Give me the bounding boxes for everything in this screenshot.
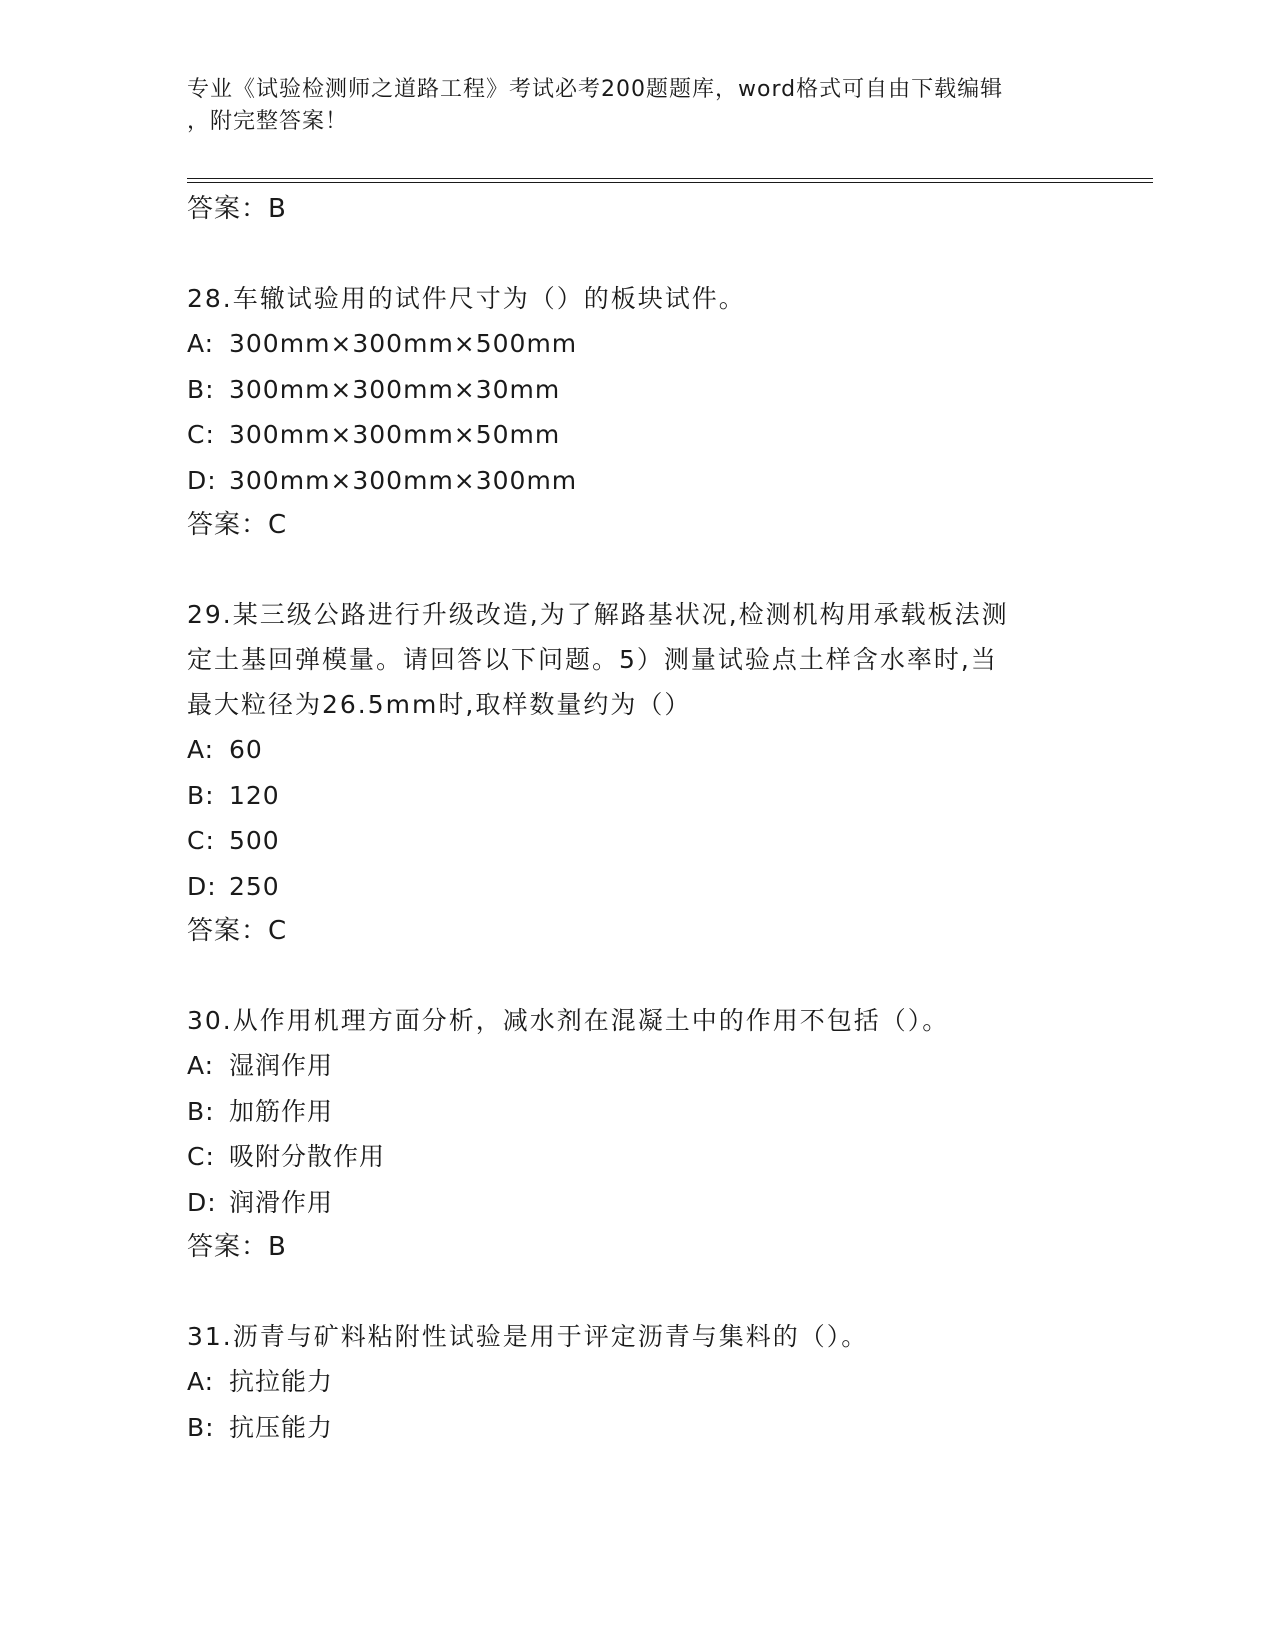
option-letter: D: [187, 1187, 217, 1217]
header-line-2: ，附完整答案！ [187, 109, 349, 134]
option-text: 300mm×300mm×30mm [229, 374, 561, 404]
option-letter: A: [187, 735, 215, 764]
option-b [187, 367, 1087, 413]
option-text: 润滑作用 [229, 1187, 334, 1217]
option-letter: A: [187, 1051, 215, 1080]
header-line-1: 专业《试验检测师之道路工程》考试必考200题题库，word格式可自由下载编辑 [187, 77, 1004, 102]
answer: 答案：C [187, 916, 288, 946]
answer-27: 答案：B [187, 194, 287, 224]
option-text: 抗压能力 [229, 1412, 334, 1442]
option-letter: D: [187, 871, 217, 901]
option-a [187, 1359, 1087, 1405]
option-a [187, 1043, 1087, 1089]
option-letter: C: [187, 1142, 215, 1171]
option-letter: D: [187, 465, 217, 495]
question-30 [187, 998, 1087, 1269]
answer: 答案：B [187, 1232, 287, 1262]
option-b [187, 1089, 1087, 1135]
option-b [187, 1405, 1087, 1451]
question-text-line-2: 定土基回弹模量。请回答以下问题。5）测量试验点土样含水率时,当 [187, 645, 998, 674]
option-letter: B: [187, 1096, 215, 1126]
question-31 [187, 1314, 1087, 1450]
header-divider-bottom [187, 182, 1153, 183]
option-text: 加筋作用 [229, 1096, 334, 1126]
option-letter: C: [187, 826, 215, 855]
document-header [187, 74, 1077, 138]
document-body [187, 187, 1087, 1450]
answer: 答案：C [187, 510, 288, 540]
option-text: 300mm×300mm×300mm [229, 465, 578, 495]
option-c [187, 1134, 1087, 1180]
option-text: 湿润作用 [229, 1051, 334, 1080]
option-letter: A: [187, 1367, 215, 1396]
option-text: 抗拉能力 [229, 1367, 334, 1396]
option-c [187, 412, 1087, 458]
header-divider-top [187, 178, 1153, 179]
option-text: 300mm×300mm×500mm [229, 329, 578, 358]
question-text: 31.沥青与矿料粘附性试验是用于评定沥青与集料的（）。 [187, 1322, 869, 1351]
option-text: 500 [229, 826, 280, 855]
option-text: 250 [229, 871, 280, 901]
option-text: 60 [229, 735, 263, 764]
option-a [187, 321, 1087, 367]
option-letter: B: [187, 780, 215, 810]
option-text: 300mm×300mm×50mm [229, 420, 561, 449]
question-28 [187, 276, 1087, 547]
question-29 [187, 592, 1087, 953]
option-letter: B: [187, 374, 215, 404]
option-text: 吸附分散作用 [229, 1142, 386, 1171]
option-letter: B: [187, 1412, 215, 1442]
option-letter: C: [187, 420, 215, 449]
option-a [187, 727, 1087, 773]
option-d [187, 864, 1087, 910]
question-text-line-3: 最大粒径为26.5mm时,取样数量约为（） [187, 690, 692, 719]
option-letter: A: [187, 329, 215, 358]
option-text: 120 [229, 780, 280, 810]
option-c [187, 818, 1087, 864]
question-text: 28.车辙试验用的试件尺寸为（）的板块试件。 [187, 284, 746, 313]
question-text: 30.从作用机理方面分析，减水剂在混凝土中的作用不包括（）。 [187, 1006, 950, 1035]
option-b [187, 773, 1087, 819]
question-text-line-1: 29.某三级公路进行升级改造,为了解路基状况,检测机构用承载板法测 [187, 600, 1009, 629]
option-d [187, 1180, 1087, 1226]
option-d [187, 458, 1087, 504]
